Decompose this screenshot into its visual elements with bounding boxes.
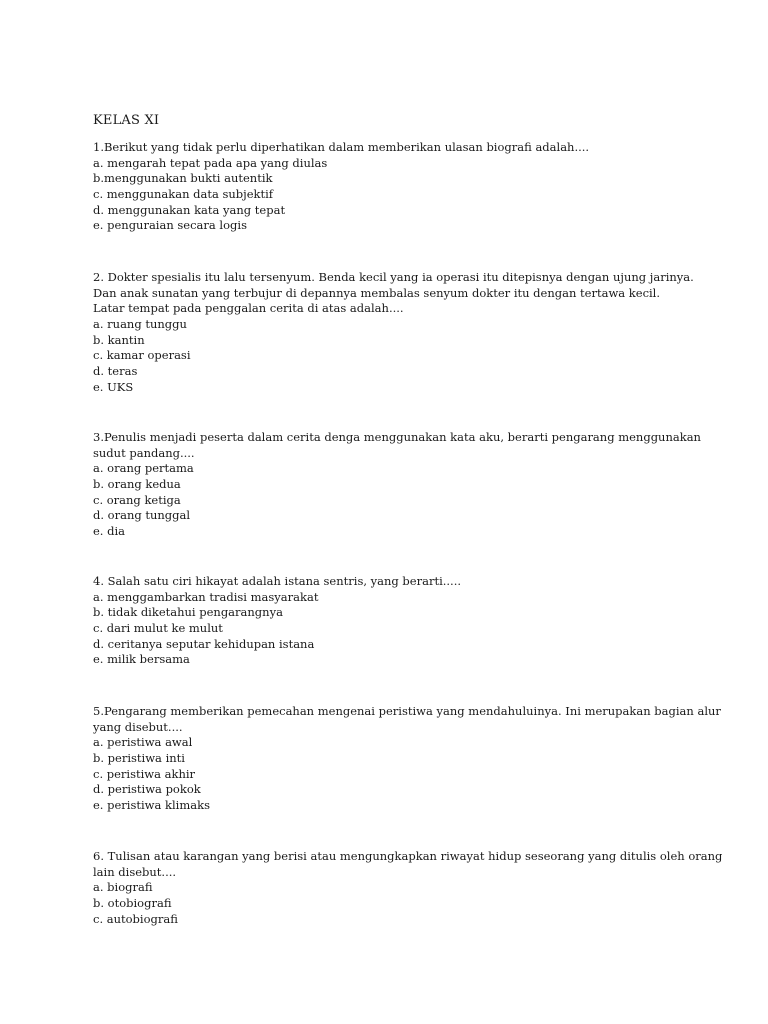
option-c: c. kamar operasi [93, 348, 191, 363]
option-e: e. UKS [93, 379, 134, 394]
question-6 [93, 849, 723, 927]
option-a: a. biografi [93, 880, 153, 895]
question-1 [93, 140, 683, 234]
option-e: e. milik bersama [93, 652, 190, 667]
option-c: c. dari mulut ke mulut [93, 621, 223, 636]
question-text: 6. Tulisan atau karangan yang berisi atau mengungkapkan riwayat hidup seseorang yang ditulis oleh orang [93, 849, 723, 863]
question-text: 4. Salah satu ciri hikayat adalah istana sentris, yang berarti..... [93, 574, 462, 588]
page-title: KELAS XI [93, 113, 160, 128]
option-d: d. ceritanya seputar kehidupan istana [93, 636, 315, 651]
option-b: b. orang kedua [93, 477, 181, 492]
question-4 [93, 574, 683, 668]
question-2 [93, 270, 694, 396]
question-3 [93, 430, 701, 540]
option-a: a. menggambarkan tradisi masyarakat [93, 589, 319, 604]
option-c: c. autobiografi [93, 911, 178, 926]
question-5 [93, 704, 721, 814]
option-d: d. teras [93, 364, 138, 379]
option-b: b. otobiografi [93, 896, 172, 911]
question-prompt: Latar tempat pada penggalan cerita di atas adalah.... [93, 301, 404, 316]
option-c: c. peristiwa akhir [93, 766, 196, 781]
question-text: lain disebut.... [93, 864, 177, 879]
option-e: e. dia [93, 524, 126, 539]
question-text: Dan anak sunatan yang terbujur di depannya membalas senyum dokter itu dengan tertawa kecil. [93, 285, 661, 300]
option-d: d. menggunakan kata yang tepat [93, 202, 286, 217]
option-a: a. peristiwa awal [93, 735, 193, 750]
option-d: d. orang tunggal [93, 508, 191, 523]
option-a: a. mengarah tepat pada apa yang diulas [93, 155, 328, 170]
option-b: b.menggunakan bukti autentik [93, 171, 273, 186]
question-text: sudut pandang.... [93, 445, 195, 460]
question-text: 1.Berikut yang tidak perlu diperhatikan dalam memberikan ulasan biografi adalah.... [93, 140, 590, 154]
option-b: b. tidak diketahui pengarangnya [93, 605, 283, 620]
option-e: e. penguraian secara logis [93, 218, 247, 233]
question-text: yang disebut.... [93, 719, 183, 734]
option-e: e. peristiwa klimaks [93, 798, 210, 813]
option-a: a. orang pertama [93, 461, 194, 476]
question-text: 3.Penulis menjadi peserta dalam cerita denga menggunakan kata aku, berarti pengarang menggunakan [93, 430, 701, 444]
option-c: c. orang ketiga [93, 492, 181, 507]
option-a: a. ruang tunggu [93, 317, 187, 332]
option-d: d. peristiwa pokok [93, 782, 201, 797]
option-b: b. peristiwa inti [93, 751, 185, 766]
option-b: b. kantin [93, 332, 145, 347]
question-text: 5.Pengarang memberikan pemecahan mengenai peristiwa yang mendahuluinya. Ini merupakan bagian alur [93, 704, 721, 718]
option-c: c. menggunakan data subjektif [93, 187, 274, 202]
question-text: 2. Dokter spesialis itu lalu tersenyum. Benda kecil yang ia operasi itu ditepisnya dengan ujung jarinya. [93, 270, 694, 284]
